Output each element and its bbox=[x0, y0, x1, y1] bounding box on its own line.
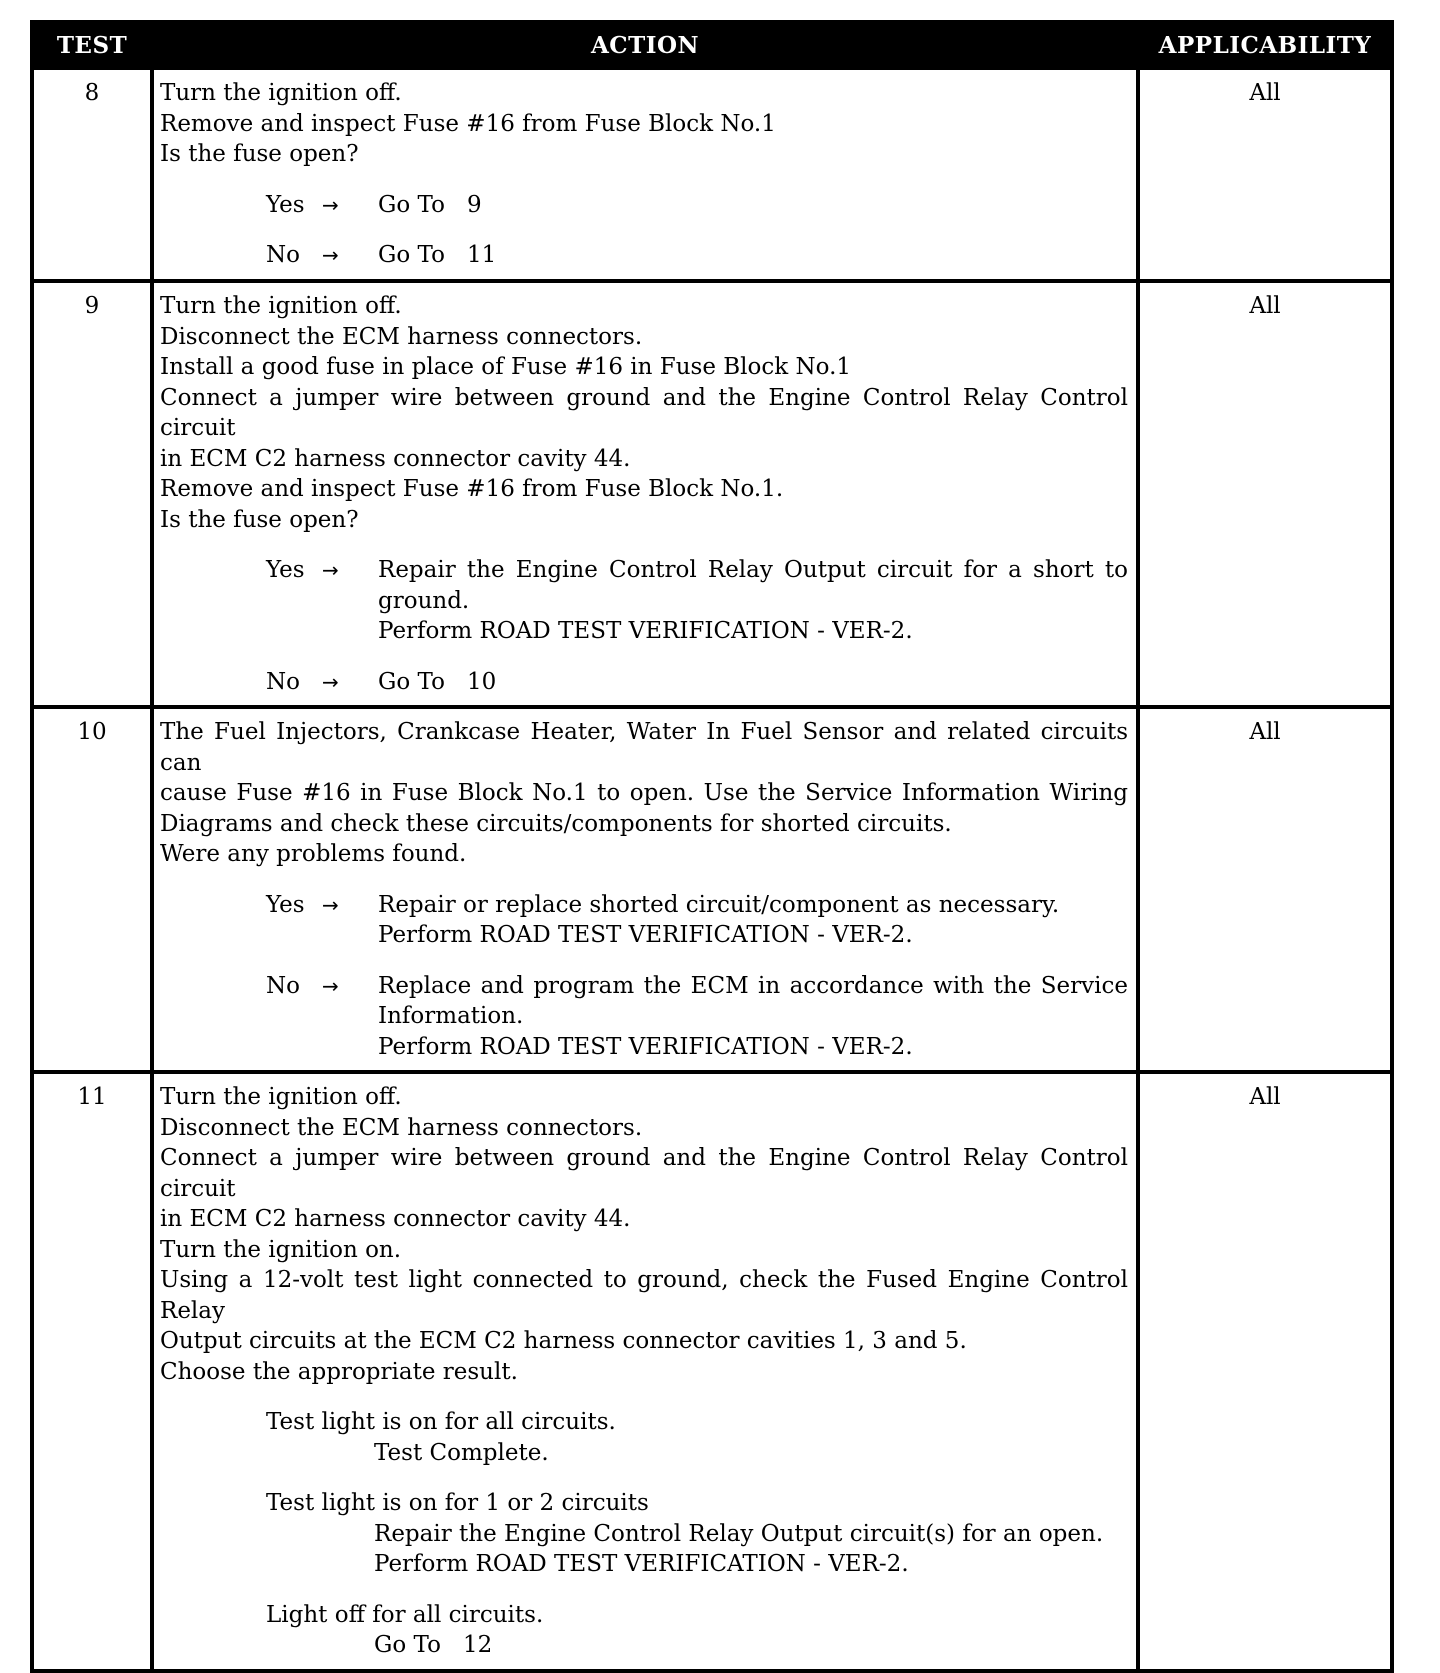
outcome-text bbox=[378, 890, 1128, 951]
action-cell bbox=[152, 707, 1138, 1072]
applicability-value: All bbox=[1138, 707, 1392, 1072]
action-cell bbox=[152, 281, 1138, 707]
table-row bbox=[32, 1072, 1392, 1671]
action-line: Remove and inspect Fuse #16 from Fuse Block No.1. bbox=[160, 476, 784, 502]
outcome-yes bbox=[266, 190, 1128, 221]
right-arrow-icon: → bbox=[322, 892, 339, 917]
outcome-text bbox=[378, 190, 1128, 221]
goto-number: 10 bbox=[466, 668, 497, 695]
goto-label: Go To bbox=[378, 242, 445, 268]
result-choice bbox=[266, 1488, 1128, 1580]
test-number: 11 bbox=[32, 1072, 152, 1671]
choice-condition: Test light is on for all circuits. bbox=[266, 1409, 616, 1435]
goto-label: Go To bbox=[374, 1632, 441, 1658]
diagnostic-test-table bbox=[30, 20, 1394, 1673]
choice-result: Repair the Engine Control Relay Output circuit(s) for an open. bbox=[374, 1520, 1104, 1547]
header-test: TEST bbox=[32, 22, 152, 68]
outcome-yes bbox=[266, 555, 1128, 647]
action-line: Install a good fuse in place of Fuse #16 in Fuse Block No.1 bbox=[160, 354, 852, 380]
action-line: Turn the ignition off. bbox=[160, 293, 402, 319]
outcome-line: Repair the Engine Control Relay Output circuit for a short to bbox=[378, 557, 1128, 583]
outcome-no bbox=[266, 240, 1128, 271]
action-line: Diagrams and check these circuits/components for shorted circuits. bbox=[160, 810, 952, 837]
goto-number: 12 bbox=[462, 1632, 493, 1658]
outcome-label: Yes bbox=[266, 191, 305, 218]
right-arrow-icon: → bbox=[322, 192, 339, 217]
choice-result bbox=[266, 1630, 1128, 1661]
outcome-yes bbox=[266, 890, 1128, 951]
action-line: Disconnect the ECM harness connectors. bbox=[160, 323, 643, 350]
right-arrow-icon: → bbox=[322, 973, 339, 998]
action-line: The Fuel Injectors, Crankcase Heater, Water In Fuel Sensor and related circuits can bbox=[160, 719, 1128, 776]
outcome-text bbox=[378, 240, 1128, 271]
header-action: ACTION bbox=[152, 22, 1138, 68]
action-cell bbox=[152, 1072, 1138, 1671]
goto-number: 9 bbox=[466, 191, 482, 218]
outcome-no bbox=[266, 971, 1128, 1063]
outcome-text bbox=[378, 555, 1128, 647]
outcome-line: Information. bbox=[378, 1003, 524, 1029]
action-line: Turn the ignition on. bbox=[160, 1236, 402, 1263]
action-line: Is the fuse open? bbox=[160, 506, 359, 533]
outcome-line: Perform ROAD TEST VERIFICATION - VER-2. bbox=[378, 618, 913, 644]
test-number: 9 bbox=[32, 281, 152, 707]
outcome-label: Yes bbox=[266, 557, 305, 583]
applicability-value: All bbox=[1138, 68, 1392, 281]
outcome-label: No bbox=[266, 668, 300, 695]
table-row bbox=[32, 707, 1392, 1072]
action-line: Turn the ignition off. bbox=[160, 1084, 402, 1110]
outcome-text bbox=[378, 971, 1128, 1063]
right-arrow-icon: → bbox=[322, 243, 339, 267]
outcome-label: Yes bbox=[266, 891, 305, 918]
choice-result: Perform ROAD TEST VERIFICATION - VER-2. bbox=[374, 1551, 909, 1577]
goto-label: Go To bbox=[378, 668, 445, 695]
table-header-row bbox=[32, 22, 1392, 68]
action-line: Using a 12-volt test light connected to ground, check the Fused Engine Control Relay bbox=[160, 1267, 1128, 1324]
applicability-value: All bbox=[1138, 281, 1392, 707]
outcome-label: No bbox=[266, 972, 300, 999]
goto-label: Go To bbox=[378, 191, 445, 218]
outcome-line: Repair or replace shorted circuit/component as necessary. bbox=[378, 891, 1060, 918]
test-number: 8 bbox=[32, 68, 152, 281]
action-line: Turn the ignition off. bbox=[160, 80, 402, 106]
action-line: Disconnect the ECM harness connectors. bbox=[160, 1114, 643, 1141]
action-line: Connect a jumper wire between ground and the Engine Control Relay Control circuit bbox=[160, 384, 1128, 441]
applicability-value: All bbox=[1138, 1072, 1392, 1671]
outcome-line: Replace and program the ECM in accordance with the Service bbox=[378, 972, 1128, 999]
result-choice bbox=[266, 1407, 1128, 1468]
right-arrow-icon: → bbox=[322, 558, 339, 582]
action-line: in ECM C2 harness connector cavity 44. bbox=[160, 445, 631, 472]
outcome-line: Perform ROAD TEST VERIFICATION - VER-2. bbox=[378, 922, 913, 948]
outcome-line: Perform ROAD TEST VERIFICATION - VER-2. bbox=[378, 1033, 913, 1060]
action-line: Connect a jumper wire between ground and the Engine Control Relay Control circuit bbox=[160, 1145, 1128, 1202]
action-line: Were any problems found. bbox=[160, 841, 467, 867]
choice-result: Test Complete. bbox=[374, 1439, 549, 1466]
test-number: 10 bbox=[32, 707, 152, 1072]
outcome-label: No bbox=[266, 242, 300, 268]
outcome-no bbox=[266, 667, 1128, 698]
action-line: Is the fuse open? bbox=[160, 141, 359, 167]
choice-condition: Test light is on for 1 or 2 circuits bbox=[266, 1490, 649, 1516]
table-row bbox=[32, 281, 1392, 707]
result-choice bbox=[266, 1600, 1128, 1661]
action-line: Output circuits at the ECM C2 harness connector cavities 1, 3 and 5. bbox=[160, 1328, 967, 1354]
action-line: in ECM C2 harness connector cavity 44. bbox=[160, 1206, 631, 1232]
action-line: Remove and inspect Fuse #16 from Fuse Block No.1 bbox=[160, 110, 776, 137]
action-line: Choose the appropriate result. bbox=[160, 1358, 518, 1385]
goto-number: 11 bbox=[466, 242, 497, 268]
right-arrow-icon: → bbox=[322, 669, 339, 694]
action-cell bbox=[152, 68, 1138, 281]
action-line: cause Fuse #16 in Fuse Block No.1 to open. Use the Service Information Wiring bbox=[160, 780, 1128, 806]
outcome-text bbox=[378, 667, 1128, 698]
outcome-line: ground. bbox=[378, 587, 470, 614]
header-applicability: APPLICABILITY bbox=[1138, 22, 1392, 68]
table-row bbox=[32, 68, 1392, 281]
choice-condition: Light off for all circuits. bbox=[266, 1601, 544, 1628]
